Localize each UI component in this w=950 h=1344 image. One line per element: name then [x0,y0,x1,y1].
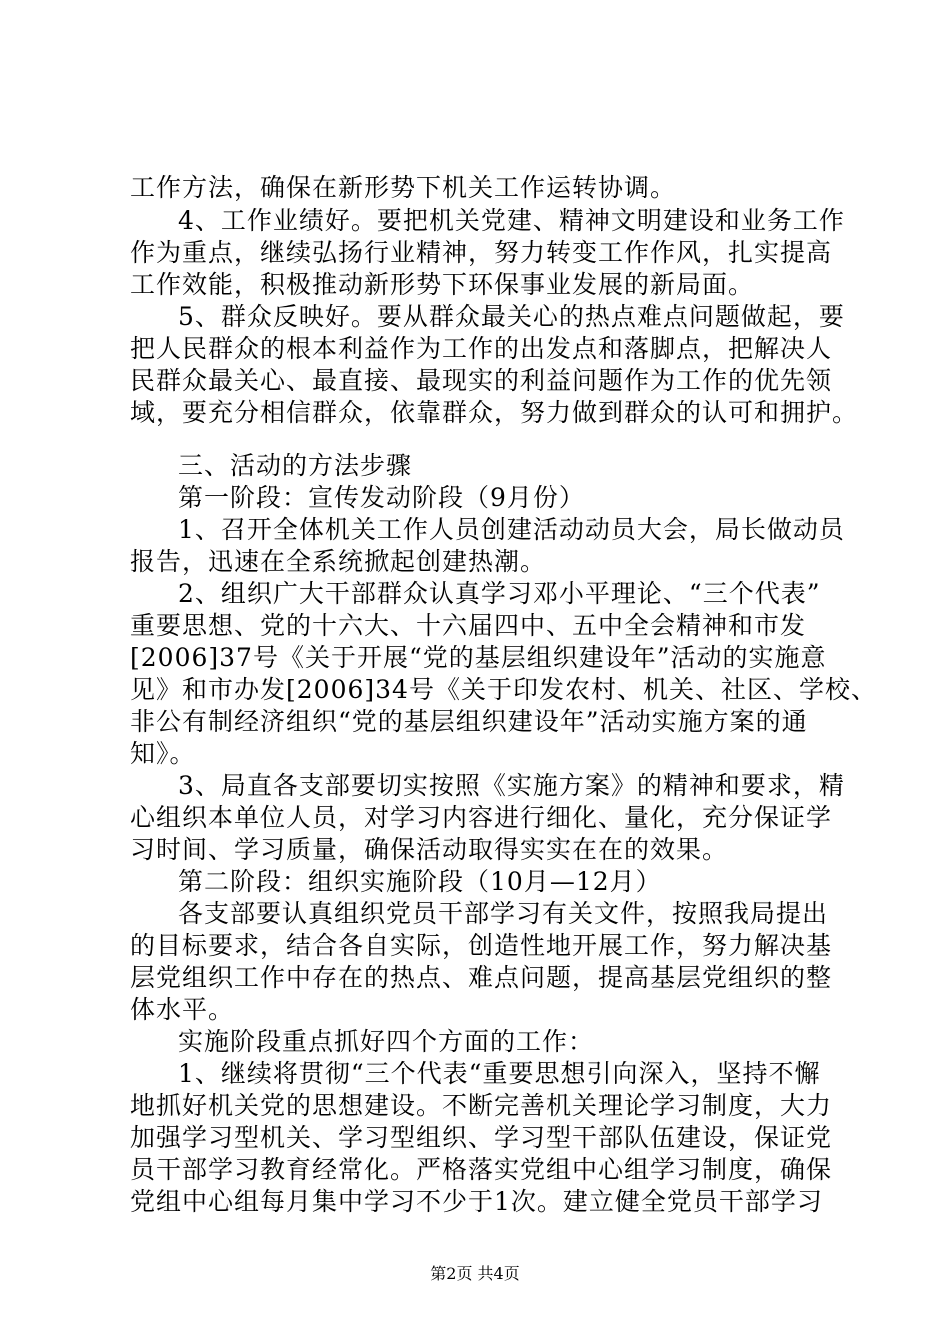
body-line: 3、局直各支部要切实按照《实施方案》的精神和要求，精 [178,771,845,800]
body-line: 2、组织广大干部群众认真学习邓小平理论、“三个代表” [178,579,821,608]
body-line: 把人民群众的根本利益作为工作的出发点和落脚点，把解决人 [130,334,833,363]
body-line: 各支部要认真组织党员干部学习有关文件，按照我局提出 [178,899,829,928]
page-number-footer: 第2页 共4页 [430,1264,520,1283]
body-line: [2006]37号《关于开展“党的基层组织建设年”活动的实施意 [130,643,827,672]
body-line: 心组织本单位人员，对学习内容进行细化、量化，充分保证学 [130,803,833,832]
stage-heading: 第二阶段：组织实施阶段（10月—12月） [178,867,662,896]
body-line: 党组中心组每月集中学习不少于1次。建立健全党员干部学习 [130,1187,823,1216]
body-line: 5、群众反映好。要从群众最关心的热点难点问题做起，要 [178,302,845,331]
body-line: 的目标要求，结合各自实际，创造性地开展工作，努力解决基 [130,931,833,960]
body-line: 1、继续将贯彻“三个代表“重要思想引向深入，坚持不懈 [178,1059,821,1088]
stage-heading: 第一阶段：宣传发动阶段（9月份） [178,483,585,512]
body-line: 域，要充分相信群众，依靠群众，努力做到群众的认可和拥护。 [130,398,859,427]
body-line: 重要思想、党的十六大、十六届四中、五中全会精神和市发 [130,611,807,640]
body-line: 层党组织工作中存在的热点、难点问题，提高基层党组织的整 [130,963,833,992]
body-line: 4、工作业绩好。要把机关党建、精神文明建设和业务工作 [178,206,845,235]
body-line: 加强学习型机关、学习型组织、学习型干部队伍建设，保证党 [130,1123,833,1152]
body-line: 见》和市办发[2006]34号《关于印发农村、机关、社区、学校、 [130,675,877,704]
body-line: 工作方法，确保在新形势下机关工作运转协调。 [130,173,677,202]
body-line: 1、召开全体机关工作人员创建活动动员大会，局长做动员 [178,515,845,544]
body-line: 体水平。 [130,995,235,1024]
body-line: 员干部学习教育经常化。严格落实党组中心组学习制度，确保 [130,1155,833,1184]
body-line: 习时间、学习质量，确保活动取得实实在在的效果。 [130,835,729,864]
body-line: 报告，迅速在全系统掀起创建热潮。 [130,547,547,576]
body-line: 知》。 [130,739,196,768]
body-line: 实施阶段重点抓好四个方面的工作： [178,1027,595,1056]
section-heading: 三、活动的方法步骤 [178,451,413,480]
body-line: 工作效能，积极推动新形势下环保事业发展的新局面。 [130,270,755,299]
body-line: 作为重点，继续弘扬行业精神，努力转变工作作风，扎实提高 [130,238,833,267]
body-line: 地抓好机关党的思想建设。不断完善机关理论学习制度，大力 [130,1091,833,1120]
body-line: 民群众最关心、最直接、最现实的利益问题作为工作的优先领 [130,366,833,395]
body-line: 非公有制经济组织“党的基层组织建设年”活动实施方案的通 [130,707,808,736]
